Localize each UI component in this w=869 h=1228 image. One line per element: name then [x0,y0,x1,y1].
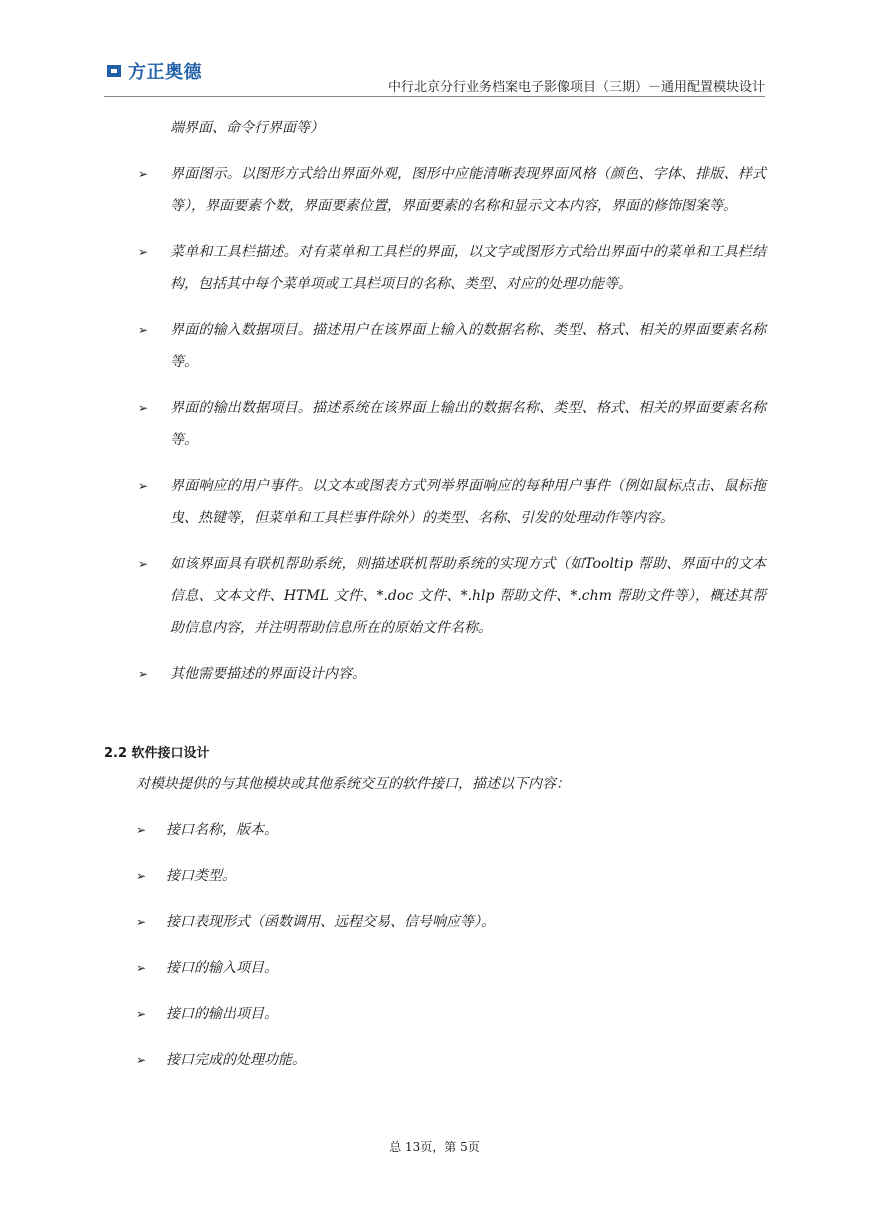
arrow-bullet-icon: ➢ [136,869,147,883]
list-item [104,470,766,534]
list-item-text: 界面响应的用户事件。以文本或图表方式列举界面响应的每种用户事件（例如鼠标点击、鼠标拖曳、热键等，但菜单和工具栏事件除外）的类型、名称、引发的处理动作等内容。 [170,478,766,526]
logo-mark-icon [104,61,124,81]
arrow-bullet-icon: ➢ [136,961,147,975]
arrow-bullet-icon: ➢ [136,823,147,837]
arrow-bullet-icon: ➢ [138,667,149,681]
page-number-footer: 总 13页，第 5页 [389,1140,480,1154]
list-item [104,814,766,846]
header-divider [104,96,765,97]
arrow-bullet-icon: ➢ [138,323,149,337]
list-item-text: 接口类型。 [166,868,236,884]
arrow-bullet-icon: ➢ [136,915,147,929]
list-item-text: 接口名称，版本。 [166,822,278,838]
list-item-text: 接口完成的处理功能。 [166,1052,306,1068]
list-item-text: 接口表现形式（函数调用、远程交易、信号响应等）。 [166,914,495,930]
arrow-bullet-icon: ➢ [138,401,149,415]
list-item [104,998,766,1030]
document-header-title: 中行北京分行业务档案电子影像项目（三期）－通用配置模块设计 [387,80,765,95]
list-item [104,906,766,938]
list-item-text: 接口的输出项目。 [166,1006,278,1022]
list-item [104,392,766,456]
company-logo [104,58,202,84]
interface-list [104,814,766,1076]
ui-design-list [104,158,766,690]
continuation-text [104,112,766,144]
arrow-bullet-icon: ➢ [138,245,149,259]
arrow-bullet-icon: ➢ [138,557,149,571]
list-item [104,548,766,644]
logo-text: 方正奥德 [128,62,202,83]
list-item-text: 其他需要描述的界面设计内容。 [170,666,366,682]
list-item [104,952,766,984]
list-item-text: 菜单和工具栏描述。对有菜单和工具栏的界面，以文字或图形方式给出界面中的菜单和工具栏结构，包括其中每个菜单项或工具栏项目的名称、类型、对应的处理功能等。 [170,244,766,292]
list-item [104,236,766,300]
continuation-line: 端界面、命令行界面等） [170,120,324,136]
list-item-text: 界面的输出数据项目。描述系统在该界面上输出的数据名称、类型、格式、相关的界面要素名称等。 [170,400,766,448]
list-item-text: 接口的输入项目。 [166,960,278,976]
arrow-bullet-icon: ➢ [138,167,149,181]
arrow-bullet-icon: ➢ [138,479,149,493]
list-item [104,158,766,222]
arrow-bullet-icon: ➢ [136,1007,147,1021]
list-item [104,314,766,378]
list-item-text: 界面图示。以图形方式给出界面外观，图形中应能清晰表现界面风格（颜色、字体、排版、样式等），界面要素个数，界面要素位置，界面要素的名称和显示文本内容，界面的修饰图案等。 [170,166,766,214]
list-item-text: 如该界面具有联机帮助系统，则描述联机帮助系统的实现方式（如Tooltip 帮助、界面中的文本信息、文本文件、HTML 文件、*.doc 文件、*.hlp 帮助文件、*.chm 帮助文件等），概述其帮助信息内容，并注明帮助信息所在的原始文件名称。 [170,556,766,636]
document-body [104,112,766,1076]
list-item [104,860,766,892]
arrow-bullet-icon: ➢ [136,1053,147,1067]
list-item [104,1044,766,1076]
list-item-text: 界面的输入数据项目。描述用户在该界面上输入的数据名称、类型、格式、相关的界面要素名称等。 [170,322,766,370]
section-intro: 对模块提供的与其他模块或其他系统交互的软件接口，描述以下内容： [136,776,570,792]
section-heading: 2.2 软件接口设计 [104,746,210,761]
list-item [104,658,766,690]
